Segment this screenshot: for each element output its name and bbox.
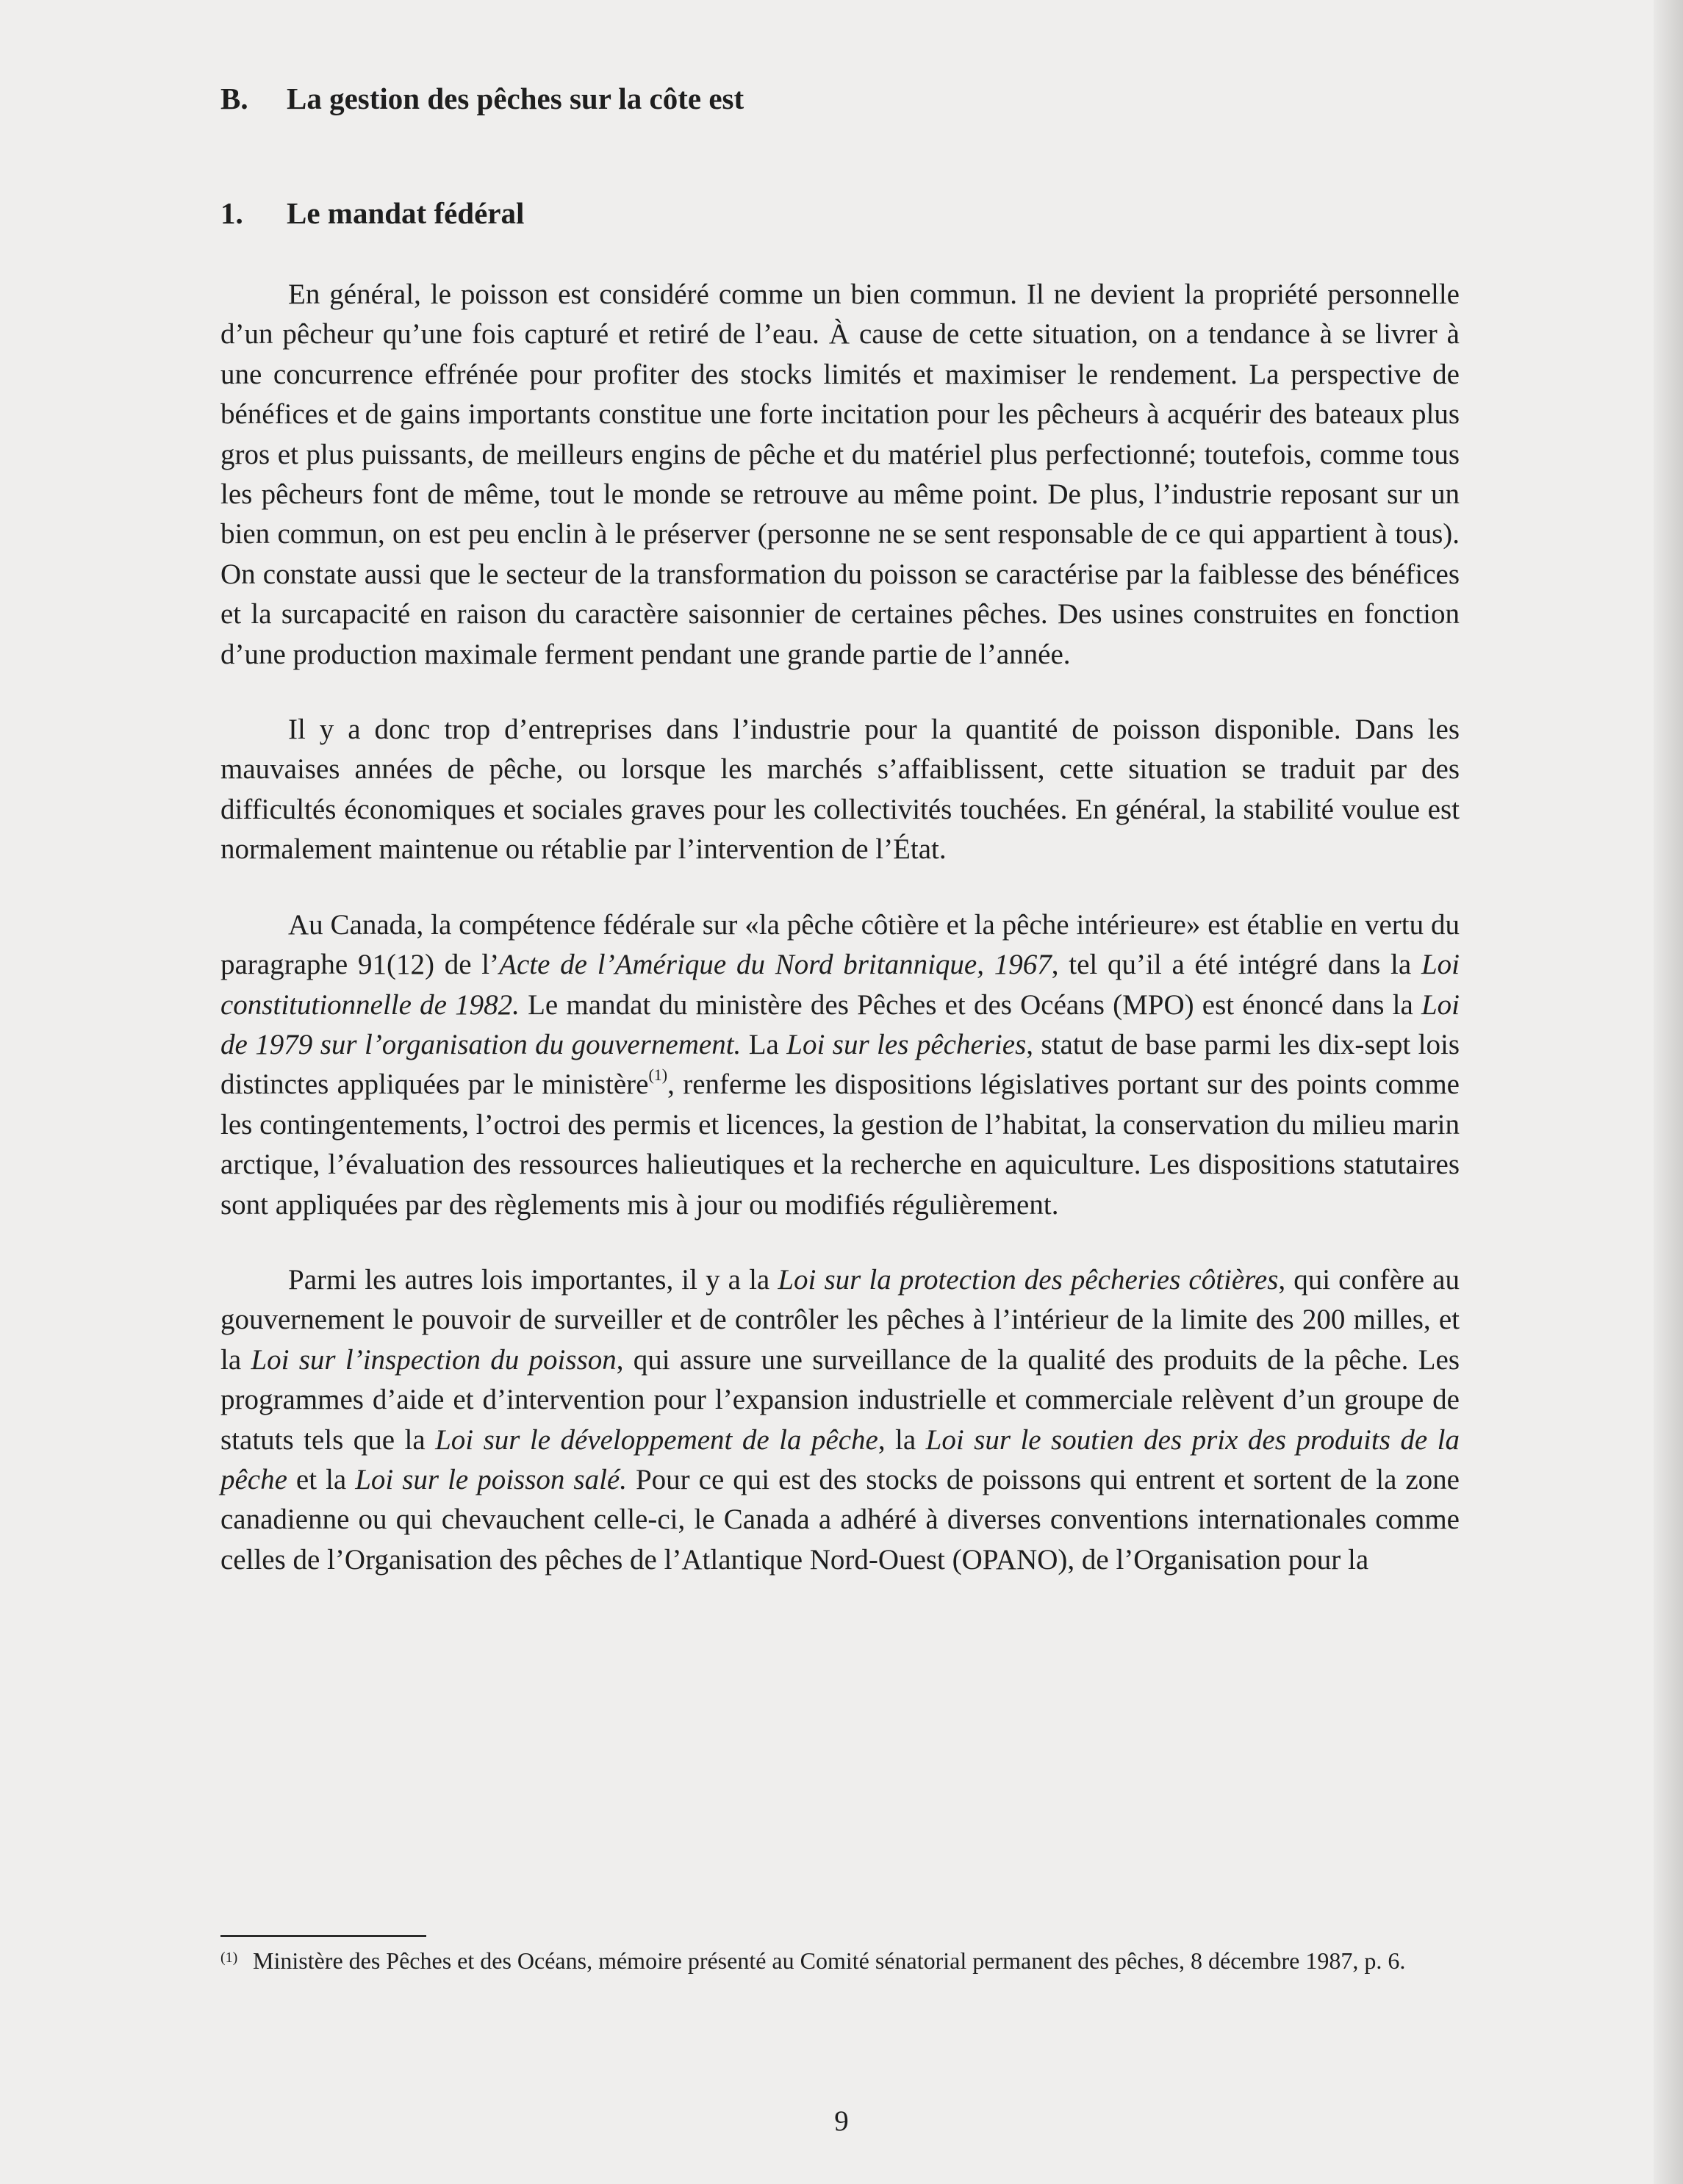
text-run: La [741, 1028, 787, 1060]
text-run: Parmi les autres lois importantes, il y a la [288, 1263, 778, 1296]
footnote-mark: (1) [220, 1950, 238, 1966]
section-number: B. [220, 82, 248, 115]
subsection-heading [220, 194, 1460, 232]
footnote-text: Ministère des Pêches et des Océans, mémoire présenté au Comité sénatorial permanent des pêches, 8 décembre 1987, p. 6. [253, 1947, 1406, 1974]
footnotes [220, 1935, 1460, 1977]
footnote-rule [220, 1935, 426, 1937]
text-run: Au Canada, la compétence fédérale sur «la pêche côtière et la pêche intérieure» est établie en vertu du paragraphe 91(12) de l’ [220, 908, 1460, 981]
body-text [220, 275, 1460, 1580]
statute-title: Loi sur le développement de la pêche [435, 1423, 878, 1456]
text-run: Pour ce qui est des stocks de poissons qui entrent et sortent de la zone canadienne ou qui chevauchent celle-ci, le Canada a adhéré à diverses conventions internationales comme celles de l’Organisation des pêches de l’Atlantique Nord-Ouest (OPANO), de l’Organisation pour la [220, 1463, 1460, 1576]
subsection-number: 1. [220, 196, 243, 230]
paragraph [220, 1260, 1460, 1580]
statute-title: Loi sur le poisson salé. [355, 1463, 627, 1495]
text-run: En général, le poisson est considéré comme un bien commun. Il ne devient la propriété personnelle d’un pêcheur qu’une fois capturé et retiré de l’eau. À cause de cette situation, on a tendance à se livrer à une concurrence effrénée pour profiter des stocks limités et maximiser le rendement. La perspective de bénéfices et de gains importants constitue une forte incitation pour les pêcheurs à acquérir des bateaux plus gros et plus puissants, de meilleurs engins de pêche et du matériel plus perfectionné; toutefois, comme tous les pêcheurs font de même, tout le monde se retrouve au même point. De plus, l’industrie reposant sur un bien commun, on est peu enclin à le préserver (personne ne se sent responsable de ce qui appartient à tous). On constate aussi que le secteur de la transformation du poisson se caractérise par la faiblesse des bénéfices et la surcapacité en raison du caractère saisonnier de certaines pêches. Des usines construites en fonction d’une production maximale ferment pendant une grande partie de l’année. [220, 279, 1460, 670]
text-run: , statut de base parmi les dix-sept lois distinctes appliquées par le ministère [220, 1028, 1460, 1101]
text-run: , tel qu’il a été intégré dans la [1051, 949, 1421, 981]
section-heading [220, 79, 1460, 118]
text-run: Il y a donc trop d’entreprises dans l’industrie pour la quantité de poisson disponible. Dans les mauvaises années de pêche, ou lorsque les marchés s’affaiblissent, cette situation se traduit par des difficultés économiques et sociales graves pour les collectivités touchées. En général, la stabilité voulue est normalement maintenue ou rétablie par l’intervention de l’État. [220, 714, 1460, 866]
footnote [220, 1944, 1460, 1977]
paragraph [220, 710, 1460, 870]
footnote-reference: (1) [648, 1066, 668, 1085]
text-run: , renferme les dispositions législatives portant sur des points comme les contingentements, l’octroi des permis et licences, la gestion de l’habitat, la conservation du milieu marin arctique, l’évaluation des ressources halieutiques et la recherche en aquiculture. Les dispositions statutaires sont appliquées par des règlements mis à jour ou modifiés régulièrement. [220, 1068, 1460, 1221]
text-run: , la [878, 1423, 926, 1456]
paragraph [220, 275, 1460, 675]
page-edge [1654, 0, 1683, 2184]
statute-title: Loi de 1979 sur l’organisation du gouvernement. [220, 988, 1460, 1060]
text-run: Le mandat du ministère des Pêches et des Océans (MPO) est énoncé dans la [519, 988, 1421, 1021]
paragraph [220, 905, 1460, 1225]
subsection-title: Le mandat fédéral [287, 196, 525, 230]
text-run: , qui confère au gouvernement le pouvoir de surveiller et de contrôler les pêches à l’intérieur de la limite des 200 milles, et la [220, 1263, 1460, 1376]
page-number: 9 [834, 2105, 849, 2137]
statute-title: Loi sur l’inspection du poisson [251, 1343, 617, 1376]
main-content [220, 79, 1460, 1615]
statute-title: Loi sur la protection des pêcheries côtières [778, 1263, 1279, 1296]
statute-title: Loi constitutionnelle de 1982. [220, 949, 1460, 1021]
statute-title: Loi sur le soutien des prix des produits de la pêche [220, 1423, 1460, 1495]
statute-title: Acte de l’Amérique du Nord britannique, 1967 [499, 949, 1052, 981]
section-title: La gestion des pêches sur la côte est [287, 82, 744, 115]
statute-title: Loi sur les pêcheries [786, 1028, 1027, 1060]
text-run: , qui assure une surveillance de la qualité des produits de la pêche. Les programmes d’aide et d’intervention pour l’expansion industrielle et commerciale relèvent d’un groupe de statuts tels que la [220, 1343, 1460, 1456]
text-run: et la [287, 1463, 356, 1495]
